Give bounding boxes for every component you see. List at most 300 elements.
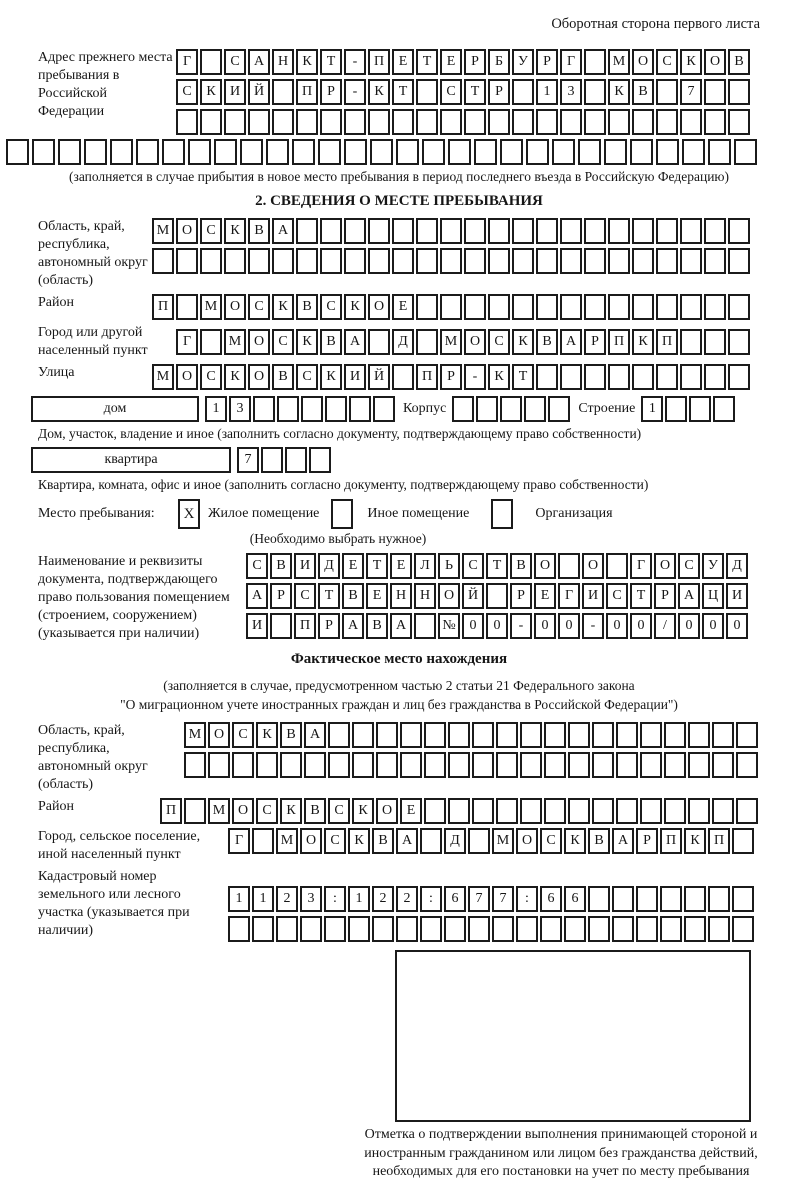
char-box[interactable]: [665, 396, 687, 422]
char-box[interactable]: Т: [366, 553, 388, 579]
char-box[interactable]: [256, 752, 278, 778]
char-box[interactable]: [464, 248, 486, 274]
char-box[interactable]: [728, 329, 750, 355]
char-box[interactable]: [208, 752, 230, 778]
char-box[interactable]: Г: [630, 553, 652, 579]
char-box[interactable]: [248, 109, 270, 135]
char-box[interactable]: [320, 218, 342, 244]
char-box[interactable]: [728, 364, 750, 390]
char-box[interactable]: [608, 218, 630, 244]
char-box[interactable]: С: [656, 49, 678, 75]
char-box[interactable]: 0: [702, 613, 724, 639]
char-box[interactable]: [200, 248, 222, 274]
char-box[interactable]: [656, 218, 678, 244]
char-box[interactable]: С: [256, 798, 278, 824]
char-box[interactable]: Д: [392, 329, 414, 355]
char-box[interactable]: [368, 218, 390, 244]
char-box[interactable]: В: [728, 49, 750, 75]
char-box[interactable]: [285, 447, 307, 473]
char-box[interactable]: [704, 294, 726, 320]
char-box[interactable]: [656, 364, 678, 390]
char-box[interactable]: [373, 396, 395, 422]
char-box[interactable]: [84, 139, 107, 165]
char-box[interactable]: [440, 248, 462, 274]
char-box[interactable]: [584, 79, 606, 105]
char-box[interactable]: [568, 798, 590, 824]
char-box[interactable]: [704, 248, 726, 274]
char-box[interactable]: [512, 79, 534, 105]
char-box[interactable]: [392, 364, 414, 390]
char-box[interactable]: К: [280, 798, 302, 824]
char-box[interactable]: [616, 722, 638, 748]
char-box[interactable]: [636, 916, 658, 942]
char-box[interactable]: [736, 752, 758, 778]
char-box[interactable]: [324, 916, 346, 942]
char-box[interactable]: [640, 722, 662, 748]
char-box[interactable]: [200, 49, 222, 75]
char-box[interactable]: М: [184, 722, 206, 748]
char-box[interactable]: [162, 139, 185, 165]
char-box[interactable]: Т: [464, 79, 486, 105]
char-box[interactable]: А: [396, 828, 418, 854]
char-box[interactable]: [474, 139, 497, 165]
char-box[interactable]: [536, 294, 558, 320]
char-box[interactable]: К: [352, 798, 374, 824]
char-box[interactable]: [688, 722, 710, 748]
char-box[interactable]: М: [492, 828, 514, 854]
char-box[interactable]: Т: [486, 553, 508, 579]
char-box[interactable]: [732, 828, 754, 854]
char-box[interactable]: [536, 364, 558, 390]
char-box[interactable]: 1: [536, 79, 558, 105]
char-box[interactable]: [636, 886, 658, 912]
char-box[interactable]: [592, 722, 614, 748]
char-box[interactable]: [252, 916, 274, 942]
char-box[interactable]: [277, 396, 299, 422]
char-box[interactable]: [349, 396, 371, 422]
char-box[interactable]: [560, 294, 582, 320]
char-box[interactable]: С: [246, 553, 268, 579]
char-box[interactable]: И: [294, 553, 316, 579]
char-box[interactable]: Д: [444, 828, 466, 854]
char-box[interactable]: [560, 218, 582, 244]
char-box[interactable]: Е: [392, 49, 414, 75]
char-box[interactable]: [560, 364, 582, 390]
char-box[interactable]: И: [726, 583, 748, 609]
char-box[interactable]: Р: [270, 583, 292, 609]
char-box[interactable]: Р: [318, 613, 340, 639]
char-box[interactable]: А: [678, 583, 700, 609]
char-box[interactable]: [448, 722, 470, 748]
char-box[interactable]: [440, 294, 462, 320]
char-box[interactable]: С: [540, 828, 562, 854]
char-box[interactable]: 1: [641, 396, 663, 422]
char-box[interactable]: [344, 218, 366, 244]
char-box[interactable]: В: [320, 329, 342, 355]
char-box[interactable]: К: [296, 329, 318, 355]
char-box[interactable]: Т: [392, 79, 414, 105]
char-box[interactable]: [728, 294, 750, 320]
char-box[interactable]: У: [512, 49, 534, 75]
char-box[interactable]: 0: [558, 613, 580, 639]
char-box[interactable]: [684, 916, 706, 942]
char-box[interactable]: [632, 364, 654, 390]
char-box[interactable]: 1: [228, 886, 250, 912]
char-box[interactable]: [276, 916, 298, 942]
char-box[interactable]: [440, 109, 462, 135]
char-box[interactable]: С: [200, 218, 222, 244]
char-box[interactable]: 0: [462, 613, 484, 639]
char-box[interactable]: Г: [558, 583, 580, 609]
char-box[interactable]: [496, 722, 518, 748]
char-box[interactable]: [352, 752, 374, 778]
char-box[interactable]: [520, 798, 542, 824]
char-box[interactable]: [588, 886, 610, 912]
char-box[interactable]: [416, 329, 438, 355]
char-box[interactable]: О: [704, 49, 726, 75]
char-box[interactable]: С: [224, 49, 246, 75]
char-box[interactable]: П: [708, 828, 730, 854]
char-box[interactable]: [214, 139, 237, 165]
char-box[interactable]: [325, 396, 347, 422]
char-box[interactable]: [712, 798, 734, 824]
char-box[interactable]: С: [200, 364, 222, 390]
char-box[interactable]: [584, 49, 606, 75]
char-box[interactable]: М: [152, 364, 174, 390]
char-box[interactable]: М: [200, 294, 222, 320]
char-box[interactable]: К: [488, 364, 510, 390]
char-box[interactable]: -: [582, 613, 604, 639]
char-box[interactable]: Е: [400, 798, 422, 824]
char-box[interactable]: [584, 364, 606, 390]
char-box[interactable]: [372, 916, 394, 942]
char-box[interactable]: [500, 139, 523, 165]
char-box[interactable]: [660, 886, 682, 912]
char-box[interactable]: 7: [680, 79, 702, 105]
char-box[interactable]: [176, 294, 198, 320]
char-box[interactable]: [640, 798, 662, 824]
char-box[interactable]: -: [464, 364, 486, 390]
char-box[interactable]: [272, 79, 294, 105]
char-box[interactable]: [728, 109, 750, 135]
char-box[interactable]: [708, 886, 730, 912]
char-box[interactable]: К: [512, 329, 534, 355]
char-box[interactable]: 6: [564, 886, 586, 912]
char-box[interactable]: [592, 798, 614, 824]
char-box[interactable]: Д: [318, 553, 340, 579]
char-box[interactable]: С: [272, 329, 294, 355]
char-box[interactable]: :: [420, 886, 442, 912]
char-box[interactable]: Е: [534, 583, 556, 609]
char-box[interactable]: Й: [248, 79, 270, 105]
char-box[interactable]: -: [344, 79, 366, 105]
char-box[interactable]: Г: [228, 828, 250, 854]
char-box[interactable]: В: [372, 828, 394, 854]
char-box[interactable]: [632, 248, 654, 274]
char-box[interactable]: [396, 139, 419, 165]
char-box[interactable]: [464, 218, 486, 244]
char-box[interactable]: [664, 722, 686, 748]
char-box[interactable]: [516, 916, 538, 942]
char-box[interactable]: [352, 722, 374, 748]
char-box[interactable]: И: [582, 583, 604, 609]
char-box[interactable]: С: [678, 553, 700, 579]
char-box[interactable]: [392, 109, 414, 135]
char-box[interactable]: 0: [678, 613, 700, 639]
char-box[interactable]: [592, 752, 614, 778]
char-box[interactable]: Р: [320, 79, 342, 105]
char-box[interactable]: К: [224, 218, 246, 244]
char-box[interactable]: [578, 139, 601, 165]
char-box[interactable]: С: [296, 364, 318, 390]
char-box[interactable]: [184, 752, 206, 778]
char-box[interactable]: [608, 109, 630, 135]
char-box[interactable]: [228, 916, 250, 942]
char-box[interactable]: [448, 752, 470, 778]
char-box[interactable]: [464, 294, 486, 320]
char-box[interactable]: [680, 294, 702, 320]
char-box[interactable]: С: [248, 294, 270, 320]
char-box[interactable]: [704, 79, 726, 105]
char-box[interactable]: [472, 752, 494, 778]
char-box[interactable]: [200, 109, 222, 135]
char-box[interactable]: [58, 139, 81, 165]
char-box[interactable]: Й: [368, 364, 390, 390]
char-box[interactable]: [392, 218, 414, 244]
char-box[interactable]: [261, 447, 283, 473]
char-box[interactable]: 3: [560, 79, 582, 105]
char-box[interactable]: М: [608, 49, 630, 75]
char-box[interactable]: В: [366, 613, 388, 639]
char-box[interactable]: С: [462, 553, 484, 579]
char-box[interactable]: В: [342, 583, 364, 609]
char-box[interactable]: С: [232, 722, 254, 748]
char-box[interactable]: :: [324, 886, 346, 912]
char-box[interactable]: А: [272, 218, 294, 244]
char-box[interactable]: [732, 916, 754, 942]
char-box[interactable]: В: [280, 722, 302, 748]
char-box[interactable]: О: [632, 49, 654, 75]
char-box[interactable]: П: [416, 364, 438, 390]
char-box[interactable]: [656, 79, 678, 105]
char-box[interactable]: [224, 109, 246, 135]
char-box[interactable]: Д: [726, 553, 748, 579]
char-box[interactable]: П: [656, 329, 678, 355]
char-box[interactable]: [584, 218, 606, 244]
char-box[interactable]: [630, 139, 653, 165]
char-box[interactable]: [416, 218, 438, 244]
char-box[interactable]: [416, 109, 438, 135]
char-box[interactable]: Н: [272, 49, 294, 75]
char-box[interactable]: [272, 248, 294, 274]
char-box[interactable]: 7: [492, 886, 514, 912]
char-box[interactable]: [704, 218, 726, 244]
char-box[interactable]: 7: [237, 447, 259, 473]
char-box[interactable]: [520, 752, 542, 778]
char-box[interactable]: О: [224, 294, 246, 320]
char-box[interactable]: [424, 798, 446, 824]
char-box[interactable]: [318, 139, 341, 165]
char-box[interactable]: Е: [440, 49, 462, 75]
char-box[interactable]: А: [246, 583, 268, 609]
char-box[interactable]: [680, 329, 702, 355]
char-box[interactable]: Т: [320, 49, 342, 75]
char-box[interactable]: [736, 798, 758, 824]
char-box[interactable]: Е: [390, 553, 412, 579]
char-box[interactable]: А: [342, 613, 364, 639]
char-box[interactable]: [110, 139, 133, 165]
char-box[interactable]: [416, 79, 438, 105]
char-box[interactable]: [488, 218, 510, 244]
char-box[interactable]: [704, 329, 726, 355]
char-box[interactable]: В: [588, 828, 610, 854]
char-box[interactable]: В: [296, 294, 318, 320]
char-box[interactable]: [512, 248, 534, 274]
char-box[interactable]: В: [632, 79, 654, 105]
char-box[interactable]: Р: [584, 329, 606, 355]
char-box[interactable]: [266, 139, 289, 165]
char-box[interactable]: [708, 139, 731, 165]
char-box[interactable]: У: [702, 553, 724, 579]
char-box[interactable]: К: [344, 294, 366, 320]
char-box[interactable]: О: [176, 218, 198, 244]
char-box[interactable]: 6: [540, 886, 562, 912]
char-box[interactable]: [656, 109, 678, 135]
char-box[interactable]: [400, 722, 422, 748]
char-box[interactable]: [536, 109, 558, 135]
char-box[interactable]: Й: [462, 583, 484, 609]
char-box[interactable]: [176, 109, 198, 135]
char-box[interactable]: [606, 553, 628, 579]
char-box[interactable]: А: [248, 49, 270, 75]
char-box[interactable]: С: [294, 583, 316, 609]
char-box[interactable]: [240, 139, 263, 165]
char-box[interactable]: [512, 218, 534, 244]
char-box[interactable]: [422, 139, 445, 165]
char-box[interactable]: [476, 396, 498, 422]
char-box[interactable]: [496, 752, 518, 778]
char-box[interactable]: [392, 248, 414, 274]
char-box[interactable]: 2: [276, 886, 298, 912]
char-box[interactable]: 2: [372, 886, 394, 912]
char-box[interactable]: [416, 248, 438, 274]
char-box[interactable]: [468, 916, 490, 942]
char-box[interactable]: [496, 798, 518, 824]
char-box[interactable]: [200, 329, 222, 355]
char-box[interactable]: [584, 294, 606, 320]
char-box[interactable]: О: [438, 583, 460, 609]
char-box[interactable]: О: [208, 722, 230, 748]
char-box[interactable]: [536, 218, 558, 244]
char-box[interactable]: Н: [390, 583, 412, 609]
char-box[interactable]: [612, 916, 634, 942]
char-box[interactable]: [414, 613, 436, 639]
char-box[interactable]: В: [248, 218, 270, 244]
char-box[interactable]: [560, 109, 582, 135]
char-box[interactable]: Е: [392, 294, 414, 320]
char-box[interactable]: К: [272, 294, 294, 320]
char-box[interactable]: Т: [512, 364, 534, 390]
char-box[interactable]: [280, 752, 302, 778]
char-box[interactable]: [420, 916, 442, 942]
char-box[interactable]: [184, 798, 206, 824]
char-box[interactable]: [328, 752, 350, 778]
char-box[interactable]: [444, 916, 466, 942]
char-box[interactable]: -: [344, 49, 366, 75]
checkbox-organizatsiya[interactable]: [491, 499, 513, 529]
char-box[interactable]: [248, 248, 270, 274]
char-box[interactable]: М: [224, 329, 246, 355]
char-box[interactable]: К: [256, 722, 278, 748]
char-box[interactable]: [526, 139, 549, 165]
char-box[interactable]: С: [440, 79, 462, 105]
char-box[interactable]: К: [224, 364, 246, 390]
checkbox-inoe[interactable]: [331, 499, 353, 529]
char-box[interactable]: [468, 828, 490, 854]
char-box[interactable]: Г: [176, 49, 198, 75]
char-box[interactable]: [608, 364, 630, 390]
char-box[interactable]: [512, 109, 534, 135]
char-box[interactable]: [232, 752, 254, 778]
char-box[interactable]: [524, 396, 546, 422]
char-box[interactable]: Ц: [702, 583, 724, 609]
char-box[interactable]: [704, 364, 726, 390]
char-box[interactable]: Р: [464, 49, 486, 75]
char-box[interactable]: [632, 294, 654, 320]
char-box[interactable]: О: [534, 553, 556, 579]
char-box[interactable]: С: [176, 79, 198, 105]
char-box[interactable]: [253, 396, 275, 422]
char-box[interactable]: [296, 248, 318, 274]
char-box[interactable]: [689, 396, 711, 422]
char-box[interactable]: /: [654, 613, 676, 639]
char-box[interactable]: О: [516, 828, 538, 854]
char-box[interactable]: К: [200, 79, 222, 105]
char-box[interactable]: О: [654, 553, 676, 579]
char-box[interactable]: [368, 109, 390, 135]
char-box[interactable]: П: [294, 613, 316, 639]
char-box[interactable]: [608, 248, 630, 274]
char-box[interactable]: [536, 248, 558, 274]
char-box[interactable]: П: [660, 828, 682, 854]
char-box[interactable]: О: [368, 294, 390, 320]
char-box[interactable]: [680, 248, 702, 274]
char-box[interactable]: [656, 248, 678, 274]
char-box[interactable]: О: [582, 553, 604, 579]
char-box[interactable]: П: [608, 329, 630, 355]
char-box[interactable]: -: [510, 613, 532, 639]
char-box[interactable]: В: [510, 553, 532, 579]
char-box[interactable]: О: [248, 364, 270, 390]
char-box[interactable]: 0: [726, 613, 748, 639]
char-box[interactable]: К: [320, 364, 342, 390]
char-box[interactable]: Е: [366, 583, 388, 609]
char-box[interactable]: Т: [630, 583, 652, 609]
char-box[interactable]: [492, 916, 514, 942]
char-box[interactable]: [400, 752, 422, 778]
char-box[interactable]: К: [564, 828, 586, 854]
char-box[interactable]: [584, 248, 606, 274]
char-box[interactable]: [488, 294, 510, 320]
char-box[interactable]: В: [536, 329, 558, 355]
char-box[interactable]: Ь: [438, 553, 460, 579]
char-box[interactable]: О: [376, 798, 398, 824]
char-box[interactable]: Н: [414, 583, 436, 609]
char-box[interactable]: 0: [486, 613, 508, 639]
char-box[interactable]: [416, 294, 438, 320]
char-box[interactable]: [732, 886, 754, 912]
char-box[interactable]: [568, 752, 590, 778]
